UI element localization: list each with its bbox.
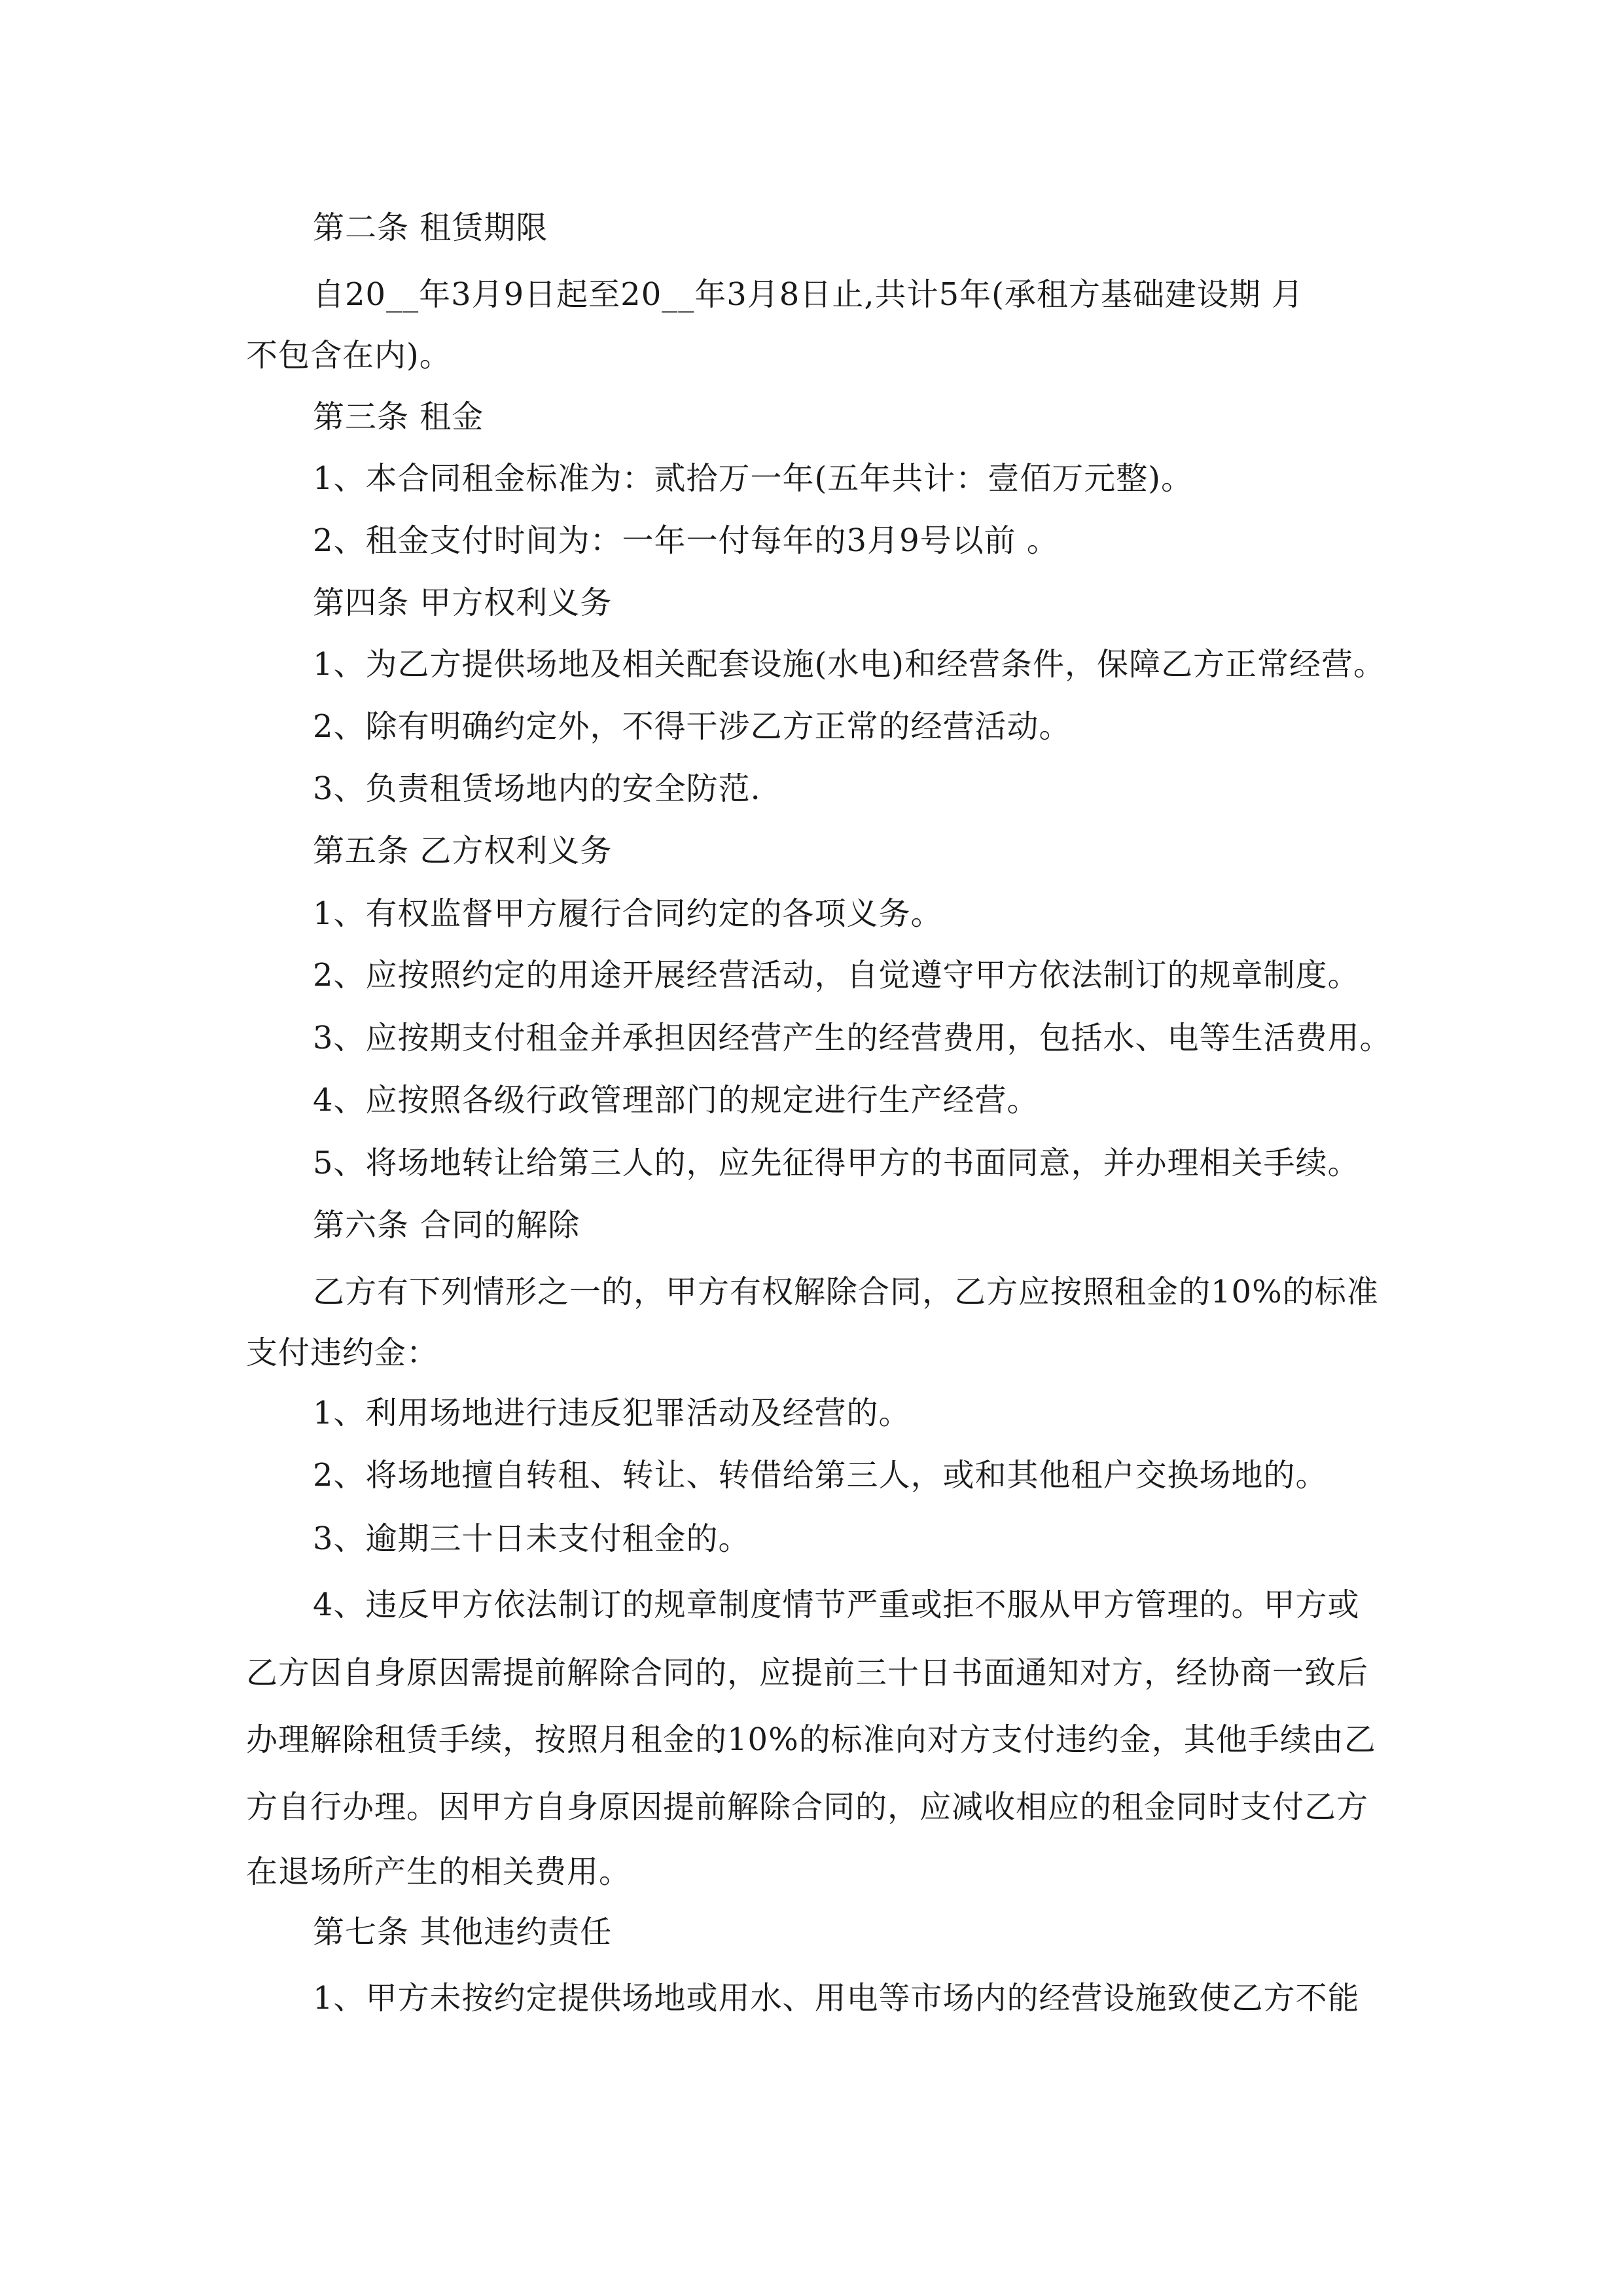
article-3-heading xyxy=(0,387,1623,446)
text-line: 第四条 甲方权利义务 xyxy=(313,584,613,621)
list-item xyxy=(0,635,1623,694)
paragraph-line xyxy=(0,1778,1623,1837)
paragraph-line xyxy=(0,1969,1623,2028)
text-line: 1、本合同租金标准为：贰拾万一年(五年共计：壹佰万元整)。 xyxy=(313,460,1193,497)
text-line: 第七条 其他违约责任 xyxy=(313,1914,613,1950)
text-line: 1、甲方未按约定提供场地或用水、用电等市场内的经营设施致使乙方不能 xyxy=(313,1980,1360,2017)
paragraph-line xyxy=(0,326,1623,385)
paragraph-line xyxy=(0,1710,1623,1769)
list-item xyxy=(0,1509,1623,1568)
text-line: 3、逾期三十日未支付租金的。 xyxy=(313,1520,751,1557)
list-item xyxy=(0,759,1623,818)
text-line: 1、利用场地进行违反犯罪活动及经营的。 xyxy=(313,1395,911,1431)
list-item xyxy=(0,1446,1623,1505)
text-line: 乙方因自身原因需提前解除合同的，应提前三十日书面通知对方，经协商一致后 xyxy=(246,1655,1369,1691)
paragraph-line xyxy=(0,1323,1623,1382)
paragraph-line xyxy=(0,265,1623,324)
list-item xyxy=(0,1071,1623,1130)
article-4-heading xyxy=(0,573,1623,632)
text-line: 办理解除租赁手续，按照月租金的10%的标准向对方支付违约金，其他手续由乙 xyxy=(246,1721,1376,1758)
list-item xyxy=(0,884,1623,943)
text-line: 1、有权监督甲方履行合同约定的各项义务。 xyxy=(313,895,943,932)
list-item xyxy=(0,1009,1623,1067)
text-line: 2、除有明确约定外，不得干涉乙方正常的经营活动。 xyxy=(313,708,1071,745)
text-line: 第六条 合同的解除 xyxy=(313,1207,580,1244)
article-2-heading xyxy=(0,198,1623,257)
text-line: 2、应按照约定的用途开展经营活动，自觉遵守甲方依法制订的规章制度。 xyxy=(313,957,1360,994)
list-item xyxy=(0,946,1623,1005)
text-line: 4、违反甲方依法制订的规章制度情节严重或拒不服从甲方管理的。甲方或 xyxy=(313,1587,1360,1623)
text-line: 2、租金支付时间为：一年一付每年的3月9号以前 。 xyxy=(313,522,1059,559)
text-line: 5、将场地转让给第三人的，应先征得甲方的书面同意，并办理相关手续。 xyxy=(313,1145,1360,1181)
text-line: 3、负责租赁场地内的安全防范. xyxy=(313,770,761,807)
text-line: 乙方有下列情形之一的，甲方有权解除合同，乙方应按照租金的10%的标准 xyxy=(313,1274,1379,1310)
text-line: 自20__年3月9日起至20__年3月8日止,共计5年(承租方基础建设期 月 xyxy=(313,276,1304,313)
paragraph-line xyxy=(0,1263,1623,1321)
text-line: 3、应按期支付租金并承担因经营产生的经营费用，包括水、电等生活费用。 xyxy=(313,1020,1392,1056)
list-item xyxy=(0,697,1623,756)
list-item xyxy=(0,511,1623,570)
list-item xyxy=(0,1134,1623,1193)
list-item xyxy=(0,1384,1623,1443)
text-line: 方自行办理。因甲方自身原因提前解除合同的，应减收相应的租金同时支付乙方 xyxy=(246,1789,1369,1825)
text-line: 第二条 租赁期限 xyxy=(313,209,548,246)
paragraph-line xyxy=(0,1842,1623,1901)
article-6-heading xyxy=(0,1196,1623,1255)
text-line: 4、应按照各级行政管理部门的规定进行生产经营。 xyxy=(313,1082,1039,1119)
paragraph-line xyxy=(0,1575,1623,1634)
article-7-heading xyxy=(0,1903,1623,1962)
text-line: 支付违约金： xyxy=(246,1335,439,1371)
text-line: 第五条 乙方权利义务 xyxy=(313,833,613,869)
text-line: 不包含在内)。 xyxy=(246,337,452,374)
paragraph-line xyxy=(0,1643,1623,1702)
list-item xyxy=(0,449,1623,508)
text-line: 第三条 租金 xyxy=(313,399,484,435)
text-line: 在退场所产生的相关费用。 xyxy=(246,1854,632,1890)
text-line: 1、为乙方提供场地及相关配套设施(水电)和经营条件，保障乙方正常经营。 xyxy=(313,646,1385,683)
text-line: 2、将场地擅自转租、转让、转借给第三人，或和其他租户交换场地的。 xyxy=(313,1457,1328,1494)
article-5-heading xyxy=(0,821,1623,880)
